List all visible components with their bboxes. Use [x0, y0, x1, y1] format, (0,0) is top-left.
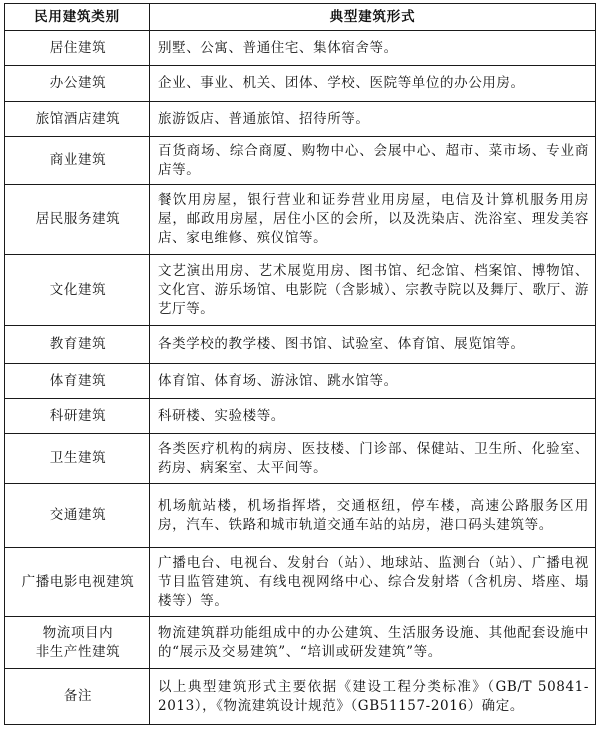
row-forms: 别墅、公寓、普通住宅、集体宿舍等。 [150, 31, 596, 66]
row-category: 交通建筑 [5, 484, 150, 548]
row-category: 文化建筑 [5, 255, 150, 326]
row-category: 旅馆酒店建筑 [5, 102, 150, 137]
table-row [5, 484, 596, 548]
row-category: 广播电影电视建筑 [5, 548, 150, 617]
row-category-line2: 非生产性建筑 [35, 643, 121, 660]
row-category: 备注 [5, 669, 150, 725]
row-forms: 餐饮用房屋，银行营业和证券营业用房屋，电信及计算机服务用房屋，邮政用房屋，居住小区的会所，以及洗染店、洗浴室、理发美容店、家电维修、殡仪馆等。 [150, 185, 596, 255]
row-forms: 广播电台、电视台、发射台（站）、地球站、监测台（站）、广播电视节目监管建筑、有线电视网络中心、综合发射塔（含机房、塔座、塌楼等）等。 [150, 548, 596, 617]
table-row [5, 137, 596, 185]
table-row [5, 66, 596, 102]
row-forms: 百货商场、综合商厦、购物中心、会展中心、超市、菜市场、专业商店等。 [150, 137, 596, 185]
row-forms: 各类学校的教学楼、图书馆、试验室、体育馆、展览馆等。 [150, 326, 596, 364]
table-row [5, 102, 596, 137]
row-category: 科研建筑 [5, 399, 150, 434]
row-category: 教育建筑 [5, 326, 150, 364]
row-forms: 机场航站楼，机场指挥塔，交通枢纽，停车楼，高速公路服务区用房，汽车、铁路和城市轨道交通车站的站房，港口码头建筑等。 [150, 484, 596, 548]
table-header-row [5, 4, 596, 31]
table-row [5, 617, 596, 669]
table-row [5, 31, 596, 66]
row-forms: 文艺演出用房、艺术展览用房、图书馆、纪念馆、档案馆、博物馆、文化宫、游乐场馆、电影院（含影城）、宗教寺院以及舞厅、歌厅、游艺厅等。 [150, 255, 596, 326]
table-row [5, 399, 596, 434]
building-type-table [4, 3, 596, 725]
row-category: 办公建筑 [5, 66, 150, 102]
row-category: 商业建筑 [5, 137, 150, 185]
row-forms: 各类医疗机构的病房、医技楼、门诊部、保健站、卫生所、化验室、药房、病案室、太平间等。 [150, 434, 596, 484]
table-row [5, 669, 596, 725]
row-forms: 以上典型建筑形式主要依据《建设工程分类标准》（GB/T 50841-2013），《物流建筑设计规范》（GB51157-2016）确定。 [150, 669, 596, 725]
table-row [5, 434, 596, 484]
header-forms: 典型建筑形式 [150, 4, 596, 31]
row-forms: 旅游饭店、普通旅馆、招待所等。 [150, 102, 596, 137]
row-category: 居住建筑 [5, 31, 150, 66]
row-category-line1: 物流项目内 [42, 624, 114, 641]
row-category [5, 617, 150, 669]
row-category: 卫生建筑 [5, 434, 150, 484]
header-category: 民用建筑类别 [5, 4, 150, 31]
table-row [5, 255, 596, 326]
row-category: 居民服务建筑 [5, 185, 150, 255]
row-forms: 科研楼、实验楼等。 [150, 399, 596, 434]
row-forms: 物流建筑群功能组成中的办公建筑、生活服务设施、其他配套设施中的“展示及交易建筑”、“培训或研发建筑”等。 [150, 617, 596, 669]
row-forms: 企业、事业、机关、团体、学校、医院等单位的办公用房。 [150, 66, 596, 102]
table-row [5, 326, 596, 364]
table-row [5, 548, 596, 617]
row-forms: 体育馆、体育场、游泳馆、跳水馆等。 [150, 364, 596, 399]
table-row [5, 185, 596, 255]
table-row [5, 364, 596, 399]
row-category: 体育建筑 [5, 364, 150, 399]
